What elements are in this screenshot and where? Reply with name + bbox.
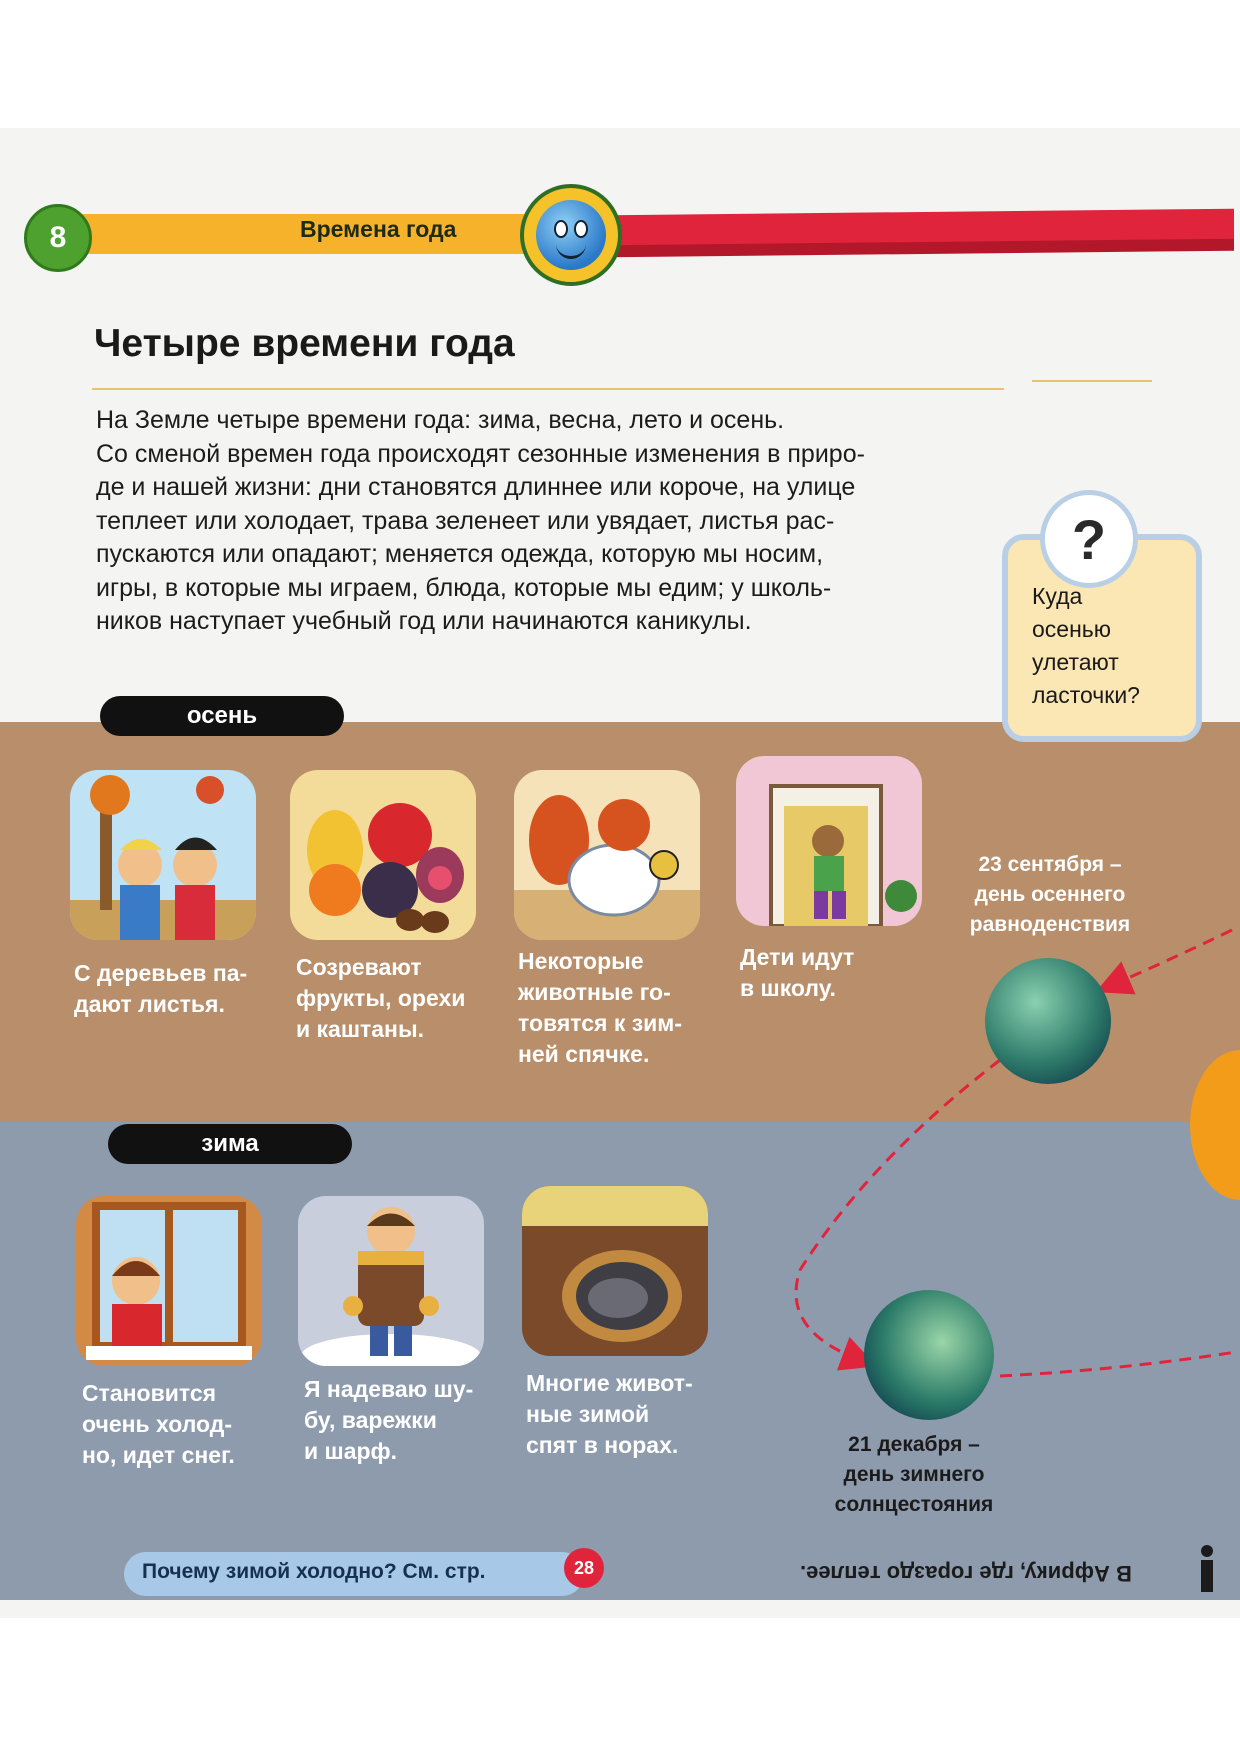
snow-window-icon [76,1196,262,1366]
footer-question: Почему зимой холодно? См. стр. [142,1560,486,1583]
caption-line: Становится [82,1380,217,1406]
intro-line: де и нашей жизни: дни становятся длиннее или короче, на улице [96,473,856,501]
caption-line: фрукты, орехи [296,985,466,1011]
caption-line: в школу. [740,975,836,1001]
intro-paragraph [96,404,996,639]
caption-line: и каштаны. [296,1016,424,1042]
autumn-caption-1 [74,958,247,1020]
date-line: 21 декабря – [848,1433,980,1456]
caption-line: животные го- [518,979,671,1005]
date-line: солнцестояния [834,1493,994,1516]
header-bar [44,212,1234,258]
intro-line: ников наступает учебный год или начинаются каникулы. [96,607,752,635]
caption-line: ные зимой [526,1401,650,1427]
caption-line: но, идет снег. [82,1442,235,1468]
winter-coat-icon [298,1196,484,1366]
winter-caption-1 [82,1378,235,1471]
intro-line: теплеет или холодает, трава зеленеет или увядает, листья рас- [96,506,835,535]
upside-down-answer: В Африку, где гораздо теплее. [800,1561,1132,1586]
earth-winter-icon [864,1290,994,1420]
page-number: 8 [24,204,92,272]
hibernating-animal-burrow-icon [522,1186,708,1356]
question-line: Куда [1032,583,1083,609]
question-text [1032,580,1182,712]
footer-page-ref[interactable]: 28 [564,1548,604,1588]
squirrel-hibernation-icon [514,770,700,940]
winter-caption-2 [304,1374,473,1467]
caption-line: Созревают [296,954,422,980]
question-mark-icon: ? [1040,490,1138,588]
caption-line: Дети идут [740,944,855,970]
question-line: улетают [1032,649,1119,675]
date-line: равноденствия [969,913,1131,936]
caption-line: дают листья. [74,991,225,1017]
autumn-equinox-label [950,850,1150,940]
caption-line: товятся к зим- [518,1010,682,1036]
intro-line: игры, в которые мы играем, блюда, которые мы едим; у школь- [96,573,832,602]
caption-line: С деревьев па- [74,960,248,986]
caption-line: спят в норах. [526,1432,679,1458]
info-icon [1198,1544,1216,1592]
earth-autumn-icon [985,958,1111,1084]
globe-mascot-icon [520,184,622,286]
date-line: 23 сентября – [978,853,1122,876]
caption-line: Я надеваю шу- [304,1376,474,1402]
caption-line: Некоторые [518,948,644,974]
caption-line: бу, варежки [304,1407,437,1433]
intro-line: пускаются или опадают; меняется одежда, которую мы носим, [96,540,824,568]
question-line: ласточки? [1032,682,1140,708]
date-line: день зимнего [843,1463,985,1486]
child-going-to-school-icon [736,756,922,926]
caption-line: Многие живот- [526,1370,693,1396]
section-title: Времена года [300,216,457,242]
caption-line: очень холод- [82,1411,233,1437]
title-divider [92,388,1004,390]
autumn-caption-3 [518,946,682,1070]
intro-line: На Земле четыре времени года: зима, весна, лето и осень. [96,406,785,434]
falling-leaves-kids-icon [70,770,256,940]
caption-line: ней спячке. [518,1041,650,1067]
page-title: Четыре времени года [94,322,515,365]
winter-caption-3 [526,1368,693,1461]
intro-line: Со сменой времен года происходят сезонные изменения в приро- [96,439,865,468]
fruits-nuts-icon [290,770,476,940]
winter-tag: зима [108,1124,352,1164]
autumn-caption-2 [296,952,465,1045]
question-line: осенью [1032,616,1112,642]
date-line: день осеннего [974,883,1126,906]
autumn-caption-4 [740,942,854,1004]
title-divider-right [1032,380,1152,382]
caption-line: и шарф. [304,1438,398,1464]
winter-solstice-label [814,1430,1014,1520]
autumn-tag: осень [100,696,344,736]
